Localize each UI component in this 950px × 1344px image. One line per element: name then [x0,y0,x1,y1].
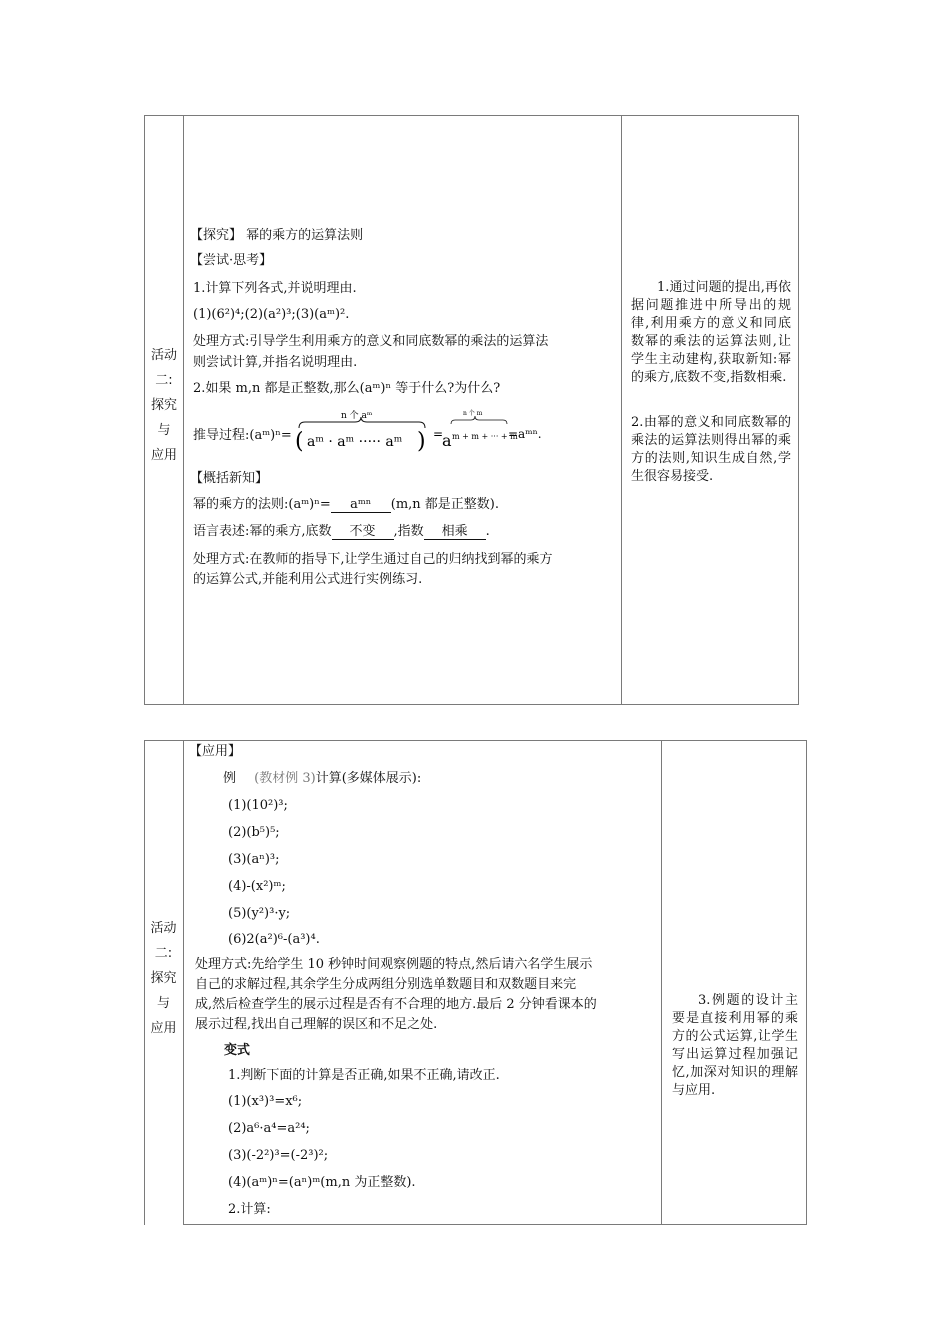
variant-item: (3)(-2²)³=(-2³)²; [228,1148,329,1163]
method-text-1a: 处理方式:引导学生利用乘方的意义和同底数幂的乘法的运算法 [193,334,549,349]
lesson-table-1 [144,115,799,705]
variant-question-1: 1.判断下面的计算是否正确,如果不正确,请改正. [228,1068,500,1083]
example-item: (6)2(a²)⁶-(a³)⁴. [228,932,320,947]
method-text-c: 成,然后检查学生的展示过程是否有不合理的地方.最后 2 分钟看课本的 [195,997,597,1012]
column-divider [183,741,184,1225]
variant-item: (2)a⁶·a⁴=a²⁴; [228,1121,310,1136]
column-divider [621,116,622,704]
method-text-b: 自己的求解过程,其余学生分成两组分别选单数题目和双数题目来完 [195,977,577,992]
example-item: (3)(aⁿ)³; [228,852,280,867]
svg-text:(: ( [295,429,304,454]
svg-text:=: = [433,427,444,441]
language-mid: ,指数 [393,524,424,539]
design-note-3: 3.例题的设计主要是直接利用幂的乘方的公式运算,让学生写出运算过程加强记忆,加深对知识的理解与应用. [672,993,798,1098]
power-rule-suffix: (m,n 都是正整数). [390,497,500,512]
column-divider [183,116,184,704]
svg-text:m + m + ··· + m: m + m + ··· + m [452,432,518,441]
table-bottom-border [183,1224,806,1225]
brace-label-top-2: n 个 m [463,410,483,417]
brace-label-top: n 个 aᵐ [341,411,373,421]
section-heading-explore: 【探究】 幂的乘方的运算法则 [190,228,364,243]
power-rule-blank: aᵐⁿ [331,497,391,513]
method-text-a: 处理方式:先给学生 10 秒钟时间观察例题的特点,然后请六名学生展示 [195,957,593,972]
method-text-2a: 处理方式:在教师的指导下,让学生通过自己的归纳找到幂的乘方 [193,552,553,567]
column-divider [661,741,662,1225]
activity-label: 活动 二: 探究 与 应用 [150,921,177,1036]
design-note-2: 2.由幂的意义和同底数幂的乘法的运算法则得出幂的乘方的法则,知识生成自然,学生很容易接受. [631,415,791,484]
overbrace-right [451,416,507,424]
example-instruction: 计算(多媒体展示): [315,771,422,786]
blank-unchanged: 不变 [332,524,394,540]
svg-text:a: a [442,431,452,450]
blank-multiply: 相乘 [424,524,486,540]
example-intro [223,771,421,787]
design-note-1: 1.通过问题的提出,再依据问题推进中所导出的规律,利用乘方的意义和同底数幂的乘法的运算法则,让学生主动建构,获取新知:幂的乘方,底数不变,指数相乘. [631,280,791,385]
example-item: (2)(b⁵)⁵; [228,825,280,840]
language-prefix: 语言表述:幂的乘方,底数 [193,524,332,539]
derivation-product: aᵐ · aᵐ ····· aᵐ [307,434,403,450]
example-item: (5)(y²)³·y; [228,906,291,921]
method-text-1b: 则尝试计算,并指名说明理由. [193,355,358,370]
section-heading-apply: 【应用】 [189,744,242,759]
question-1-parts: (1)(6²)⁴;(2)(a²)³;(3)(aᵐ)². [193,307,350,322]
section-heading-try: 【尝试·思考】 [190,253,273,268]
language-expression [193,524,490,540]
power-rule [193,497,499,513]
variant-item: (1)(x³)³=x⁶; [228,1094,303,1109]
variant-item: (4)(aᵐ)ⁿ=(aⁿ)ᵐ(m,n 为正整数). [228,1175,416,1190]
example-label: 例 [223,771,237,786]
method-text-2b: 的运算公式,并能利用公式进行实例练习. [193,572,423,587]
svg-text:): ) [417,429,426,454]
section-heading-summary: 【概括新知】 [190,471,269,486]
lesson-table-2 [144,740,807,1225]
derivation-formula [295,406,555,461]
derivation-result: =aᵐⁿ. [508,427,542,441]
example-item: (4)-(x²)ᵐ; [228,879,286,894]
question-2: 2.如果 m,n 都是正整数,那么(aᵐ)ⁿ 等于什么?为什么? [193,381,501,396]
power-rule-prefix: 幂的乘方的法则:(aᵐ)ⁿ= [193,497,331,512]
language-suffix: . [485,524,490,539]
variant-heading: 变式 [224,1043,251,1058]
derivation-label: 推导过程:(aᵐ)ⁿ= [193,428,292,443]
question-1: 1.计算下列各式,并说明理由. [193,281,357,296]
method-text-d: 展示过程,找出自己理解的误区和不足之处. [195,1017,438,1032]
example-source: (教材例 3) [254,771,316,786]
activity-label: 活动 二: 探究 与 应用 [150,348,177,463]
example-item: (1)(10²)³; [228,798,288,813]
variant-question-2: 2.计算: [228,1202,271,1217]
